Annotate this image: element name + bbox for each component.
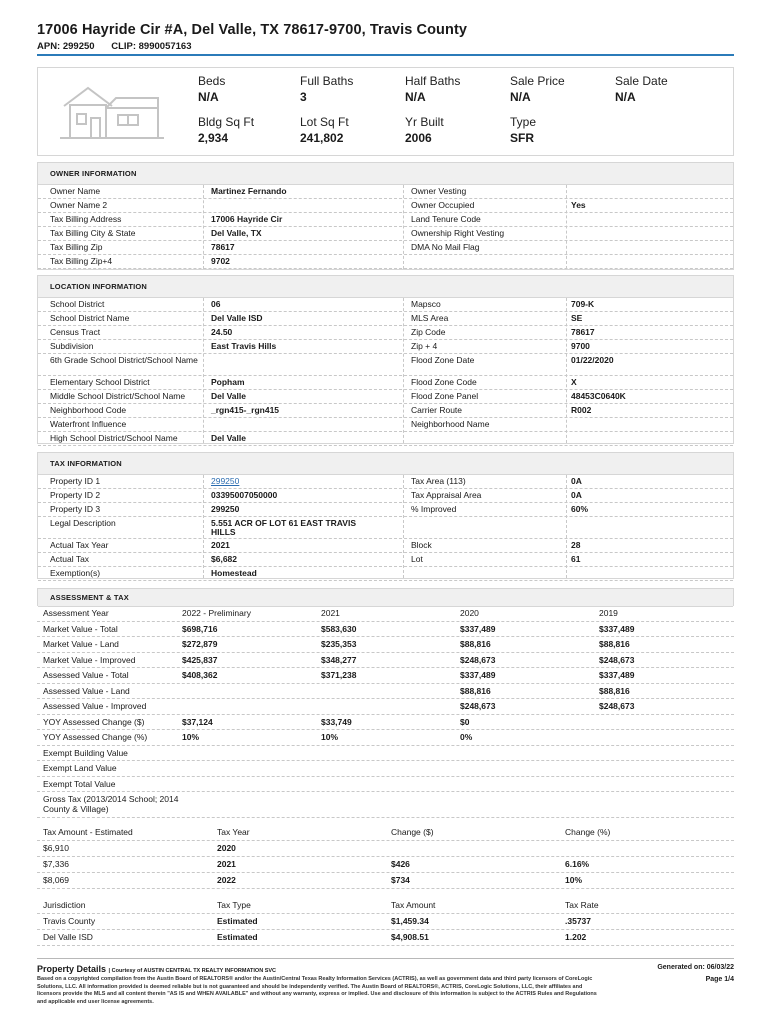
table-cell: $33,749 (321, 716, 352, 727)
field-label: Zip + 4 (411, 341, 438, 351)
field-label: Subdivision (50, 341, 94, 351)
field-value: 78617 (571, 327, 595, 337)
table-row (37, 715, 734, 731)
field-label: Carrier Route (411, 405, 463, 415)
field-label: DMA No Mail Flag (411, 242, 480, 252)
info-row (38, 199, 733, 213)
field-label: Legal Description (50, 518, 116, 528)
field-label: Census Tract (50, 327, 101, 337)
title-divider (37, 54, 734, 56)
table-cell: 2020 (217, 843, 236, 853)
stat-value: N/A (615, 90, 636, 104)
info-row (38, 489, 733, 503)
tax-information-section (37, 452, 734, 579)
field-value: 0A (571, 476, 582, 486)
field-label: Tax Billing Zip+4 (50, 256, 113, 266)
stat-label: Sale Price (510, 74, 565, 88)
column-header: Tax Amount - Estimated (43, 827, 133, 837)
field-label: Mapsco (411, 299, 441, 309)
field-value: 03395007050000 (211, 490, 278, 500)
field-label: Flood Zone Date (411, 355, 475, 365)
row-label: $6,910 (43, 843, 69, 853)
field-label: MLS Area (411, 313, 449, 323)
info-row (38, 340, 733, 354)
location-information-section (37, 275, 734, 444)
stat-sale-date (615, 74, 725, 104)
table-cell: 10% (182, 732, 200, 742)
field-label: Owner Vesting (411, 186, 467, 196)
field-label: Elementary School District (50, 377, 150, 387)
column-header: Tax Amount (391, 900, 436, 910)
table-row (37, 653, 734, 669)
info-row (38, 213, 733, 227)
table-header-row (37, 825, 734, 841)
table-header-row (37, 606, 734, 622)
stat-value: N/A (198, 90, 219, 104)
table-cell: .35737 (565, 916, 591, 926)
table-cell: $583,630 (321, 623, 357, 634)
table-cell: $0 (460, 716, 470, 727)
row-label: Del Valle ISD (43, 932, 93, 942)
assessment-tax-section (37, 588, 734, 606)
column-header: Jurisdiction (43, 900, 86, 910)
field-label: Actual Tax Year (50, 540, 109, 550)
table-cell: $248,673 (460, 654, 496, 665)
info-row (38, 418, 733, 432)
field-value: 06 (211, 299, 221, 309)
info-row (38, 354, 733, 376)
stat-label: Sale Date (615, 74, 668, 88)
column-header: 2022 - Preliminary (182, 608, 251, 618)
field-label: Owner Name (50, 186, 101, 196)
field-value: 48453C0640K (571, 391, 626, 401)
table-cell: $88,816 (460, 639, 491, 649)
field-value: 709-K (571, 299, 595, 309)
table-cell: $337,489 (460, 623, 496, 634)
field-label: Ownership Right Vesting (411, 228, 505, 238)
table-cell: $337,489 (599, 670, 635, 680)
field-value: Del Valle (211, 391, 246, 401)
field-value: Popham (211, 377, 245, 387)
stat-value: 2006 (405, 131, 432, 145)
row-label: Assessed Value - Improved (43, 701, 147, 711)
table-row (37, 746, 734, 762)
row-label: YOY Assessed Change ($) (43, 716, 145, 727)
field-label: Tax Billing Zip (50, 242, 103, 252)
field-value: X (571, 377, 577, 387)
table-row (37, 857, 734, 873)
field-label: Neighborhood Name (411, 419, 490, 429)
column-header: 2019 (599, 608, 618, 618)
table-header-row (37, 898, 734, 914)
table-cell: 10% (565, 875, 583, 885)
field-label: Flood Zone Panel (411, 391, 479, 401)
section-heading: OWNER INFORMATION (38, 163, 733, 185)
info-row (38, 390, 733, 404)
stat-label: Beds (198, 74, 226, 88)
row-label: Exempt Total Value (43, 778, 116, 789)
field-value: 28 (571, 540, 581, 550)
table-cell: $248,673 (599, 701, 635, 711)
table-cell: 2022 (217, 875, 236, 885)
field-label: Tax Area (113) (411, 476, 466, 486)
field-label: High School District/School Name (50, 433, 178, 443)
field-value: East Travis Hills (211, 341, 277, 351)
apn-value: APN: 299250 (37, 41, 95, 52)
table-cell: $371,238 (321, 670, 357, 680)
table-cell: $235,353 (321, 639, 357, 649)
stat-type (510, 115, 620, 145)
stat-value: 241,802 (300, 131, 344, 145)
assessment-table (37, 606, 734, 814)
table-row (37, 684, 734, 700)
info-row (38, 503, 733, 517)
table-cell: 10% (321, 732, 339, 742)
field-label: Middle School District/School Name (50, 391, 186, 401)
field-value: Yes (571, 200, 586, 210)
table-row (37, 730, 734, 746)
field-value: $6,682 (211, 554, 237, 564)
table-row (37, 792, 734, 818)
stat-value: SFR (510, 131, 534, 145)
info-row (38, 404, 733, 418)
table-cell: $272,879 (182, 639, 218, 649)
field-value: 2021 (211, 540, 230, 550)
field-value: Martinez Fernando (211, 186, 287, 196)
field-value: 78617 (211, 242, 235, 252)
row-label: Assessed Value - Total (43, 670, 129, 680)
table-cell: $337,489 (599, 623, 635, 634)
field-label: Property ID 2 (50, 490, 101, 500)
info-row (38, 312, 733, 326)
field-value: Del Valle (211, 433, 246, 443)
field-label: School District (50, 299, 105, 309)
column-header: Assessment Year (43, 608, 109, 618)
field-value: 0A (571, 490, 582, 500)
field-value: 9702 (211, 256, 230, 266)
stat-label: Yr Built (405, 115, 444, 129)
row-label: Assessed Value - Land (43, 685, 130, 696)
table-cell: $408,362 (182, 670, 218, 680)
field-value: Del Valle ISD (211, 313, 263, 323)
table-row (37, 637, 734, 653)
field-label: Actual Tax (50, 554, 90, 564)
table-cell: 2021 (217, 859, 236, 869)
info-row (38, 185, 733, 199)
field-label: Owner Occupied (411, 200, 475, 210)
stat-label: Full Baths (300, 74, 354, 88)
field-label: Owner Name 2 (50, 200, 108, 210)
property-summary-card (37, 67, 734, 156)
stat-bldg-sq-ft (198, 115, 308, 145)
footer-courtesy: | Courtesy of AUSTIN CENTRAL TX REALTY INFORMATION SVC (108, 968, 277, 974)
table-cell: 1.202 (565, 932, 587, 942)
page-number: Page 1/4 (705, 976, 734, 983)
table-cell: $88,816 (599, 639, 630, 649)
field-label: Lot (411, 554, 423, 564)
house-placeholder-icon (58, 78, 168, 142)
jurisdiction-table (37, 898, 734, 948)
table-cell: $1,459.34 (391, 916, 429, 926)
info-row (38, 255, 733, 269)
stat-sale-price (510, 74, 620, 104)
footer-title-text: Property Details (37, 964, 107, 974)
column-header: Tax Type (217, 900, 251, 910)
generated-date: Generated on: 06/03/22 (657, 964, 734, 971)
field-value: Del Valle, TX (211, 228, 262, 238)
field-value: 299250 (211, 504, 240, 514)
tax-amount-table (37, 825, 734, 890)
field-label: Property ID 3 (50, 504, 101, 514)
table-cell: $37,124 (182, 716, 213, 727)
info-row (38, 539, 733, 553)
field-label: School District Name (50, 313, 130, 323)
table-row (37, 777, 734, 793)
field-value: _rgn415-_rgn415 (211, 405, 280, 415)
section-heading: TAX INFORMATION (38, 453, 733, 475)
table-row (37, 761, 734, 777)
info-row (38, 298, 733, 312)
field-label: Tax Billing Address (50, 214, 122, 224)
page-title: 17006 Hayride Cir #A, Del Valle, TX 78617-9700, Travis County (37, 22, 468, 38)
row-label: Market Value - Land (43, 639, 119, 649)
table-row (37, 699, 734, 715)
stat-value: 3 (300, 90, 307, 104)
footer-disclaimer: Based on a copyrighted compilation from the Austin Board of REALTORS® and/or the Austin/Central Texas Realty Information Services (ACTRIS), as well as government data and third party licensors of CoreLogic Solutions, LLC. All information provided is deemed reliable but is not guaranteed and should be independently verified. The Austin Board of REALTORS®, ACTRIS, CoreLogic Solutions, LLC, their affiliates and licensors provide the MLS and all content therein "AS IS and WHEN AVAILABLE" and without any warranty, express or implied. Use and disclosure of this information is subject to the ACTRIS Rules and Regulations and applicable end user license agreements. (37, 976, 597, 1005)
info-row (38, 326, 733, 340)
table-cell: $698,716 (182, 623, 218, 634)
column-header: 2020 (460, 608, 479, 618)
field-label: Exemption(s) (50, 568, 101, 578)
info-row (38, 553, 733, 567)
column-header: Tax Rate (565, 900, 599, 910)
table-cell: $337,489 (460, 670, 496, 680)
table-cell: $248,673 (460, 701, 496, 711)
section-heading: LOCATION INFORMATION (38, 276, 733, 298)
info-row (38, 432, 733, 446)
table-row (37, 622, 734, 638)
field-value: 9700 (571, 341, 590, 351)
table-row (37, 873, 734, 889)
field-label: Property ID 1 (50, 476, 101, 486)
table-cell: $248,673 (599, 654, 635, 665)
stat-label: Half Baths (405, 74, 461, 88)
field-label: Flood Zone Code (411, 377, 477, 387)
table-row (37, 841, 734, 857)
field-value: R002 (571, 405, 592, 415)
table-cell: Estimated (217, 916, 258, 926)
apn-line (37, 41, 205, 52)
stat-beds (198, 74, 308, 104)
field-value: 01/22/2020 (571, 355, 614, 365)
table-cell: $426 (391, 859, 410, 869)
field-label: 6th Grade School District/School Name (50, 355, 198, 365)
column-header: Change (%) (565, 827, 611, 837)
table-cell: 6.16% (565, 859, 590, 869)
table-cell: 0% (460, 732, 473, 742)
field-value: 17006 Hayride Cir (211, 214, 283, 224)
section-heading: ASSESSMENT & TAX (38, 589, 733, 607)
field-value: SE (571, 313, 583, 323)
field-label: Waterfront Influence (50, 419, 127, 429)
table-row (37, 914, 734, 930)
field-label: % Improved (411, 504, 457, 514)
column-header: Tax Year (217, 827, 250, 837)
field-label: Land Tenure Code (411, 214, 481, 224)
stat-label: Type (510, 115, 537, 129)
table-cell: $88,816 (599, 685, 630, 696)
row-label: $8,069 (43, 875, 69, 885)
field-value: Homestead (211, 568, 257, 578)
row-label: Market Value - Improved (43, 654, 136, 665)
stat-label: Lot Sq Ft (300, 115, 349, 129)
column-header: Change ($) (391, 827, 434, 837)
row-label: Exempt Building Value (43, 747, 128, 758)
info-row (38, 475, 733, 489)
field-value: 61 (571, 554, 581, 564)
row-label: Gross Tax (2013/2014 School; 2014 County & Village) (43, 794, 179, 814)
table-cell: Estimated (217, 932, 258, 942)
stat-value: N/A (405, 90, 426, 104)
stat-lot-sq-ft (300, 115, 410, 145)
row-label: $7,336 (43, 859, 69, 869)
info-row (38, 517, 733, 539)
stat-yr-built (405, 115, 515, 145)
table-cell: $4,908.51 (391, 932, 429, 942)
table-cell: $425,837 (182, 654, 218, 665)
stat-label: Bldg Sq Ft (198, 115, 255, 129)
field-label: Block (411, 540, 432, 550)
field-value: 60% (571, 504, 589, 514)
field-label: Tax Billing City & State (50, 228, 136, 238)
table-row (37, 668, 734, 684)
info-row (38, 227, 733, 241)
stat-half-baths (405, 74, 515, 104)
info-row (38, 376, 733, 390)
field-value: 5.551 ACR OF LOT 61 EAST TRAVIS HILLS (211, 518, 357, 537)
table-row (37, 930, 734, 946)
property-id-link[interactable]: 299250 (211, 476, 240, 486)
table-cell: $734 (391, 875, 410, 885)
info-row (38, 567, 733, 581)
info-row (38, 241, 733, 255)
stat-value: 2,934 (198, 131, 229, 145)
clip-value: CLIP: 8990057163 (111, 41, 192, 52)
footer-divider (37, 958, 734, 959)
stat-value: N/A (510, 90, 531, 104)
footer-title (37, 964, 276, 974)
field-label: Zip Code (411, 327, 446, 337)
column-header: 2021 (321, 608, 340, 618)
stat-full-baths (300, 74, 410, 104)
row-label: Travis County (43, 916, 96, 926)
table-cell: $88,816 (460, 685, 491, 696)
row-label: YOY Assessed Change (%) (43, 732, 148, 742)
field-value: 24.50 (211, 327, 233, 337)
table-cell: $348,277 (321, 654, 357, 665)
field-label: Tax Appraisal Area (411, 490, 482, 500)
row-label: Exempt Land Value (43, 763, 117, 773)
row-label: Market Value - Total (43, 623, 118, 634)
field-label: Neighborhood Code (50, 405, 127, 415)
owner-information-section (37, 162, 734, 270)
